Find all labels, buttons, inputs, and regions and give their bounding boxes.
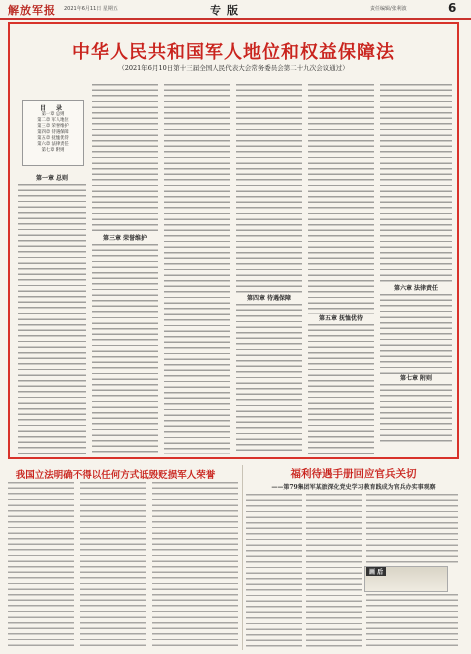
body-text-lines: [18, 184, 86, 454]
bottom-text-column-6: [366, 494, 458, 564]
text-column-3: [164, 84, 230, 454]
toc-item: 第三章 荣誉维护: [37, 124, 69, 129]
body-text-lines: [236, 84, 302, 294]
article-headline: 中华人民共和国军人地位和权益保障法: [72, 42, 395, 63]
text-column-5: [308, 84, 374, 454]
toc-item: 第一章 总则: [41, 112, 65, 117]
body-text-lines: [92, 84, 158, 234]
body-text-lines: [380, 294, 452, 374]
body-text-lines: [246, 494, 302, 648]
page-number: 6: [448, 1, 457, 15]
body-text-lines: [308, 84, 374, 314]
text-column-6: [380, 84, 452, 454]
editor-credit: 责任编辑/张利波: [370, 6, 407, 12]
toc-item: 第七章 附则: [41, 148, 65, 153]
body-text-lines: [152, 482, 238, 648]
bottom-right-headline: 福利待遇手册回应官兵关切: [290, 468, 417, 480]
section-title: 专版: [210, 4, 244, 17]
text-column-2: [92, 84, 158, 454]
column-divider: [242, 465, 243, 650]
bottom-text-column-2: [80, 482, 146, 648]
bottom-text-column-3: [152, 482, 238, 648]
body-text-lines: [308, 324, 374, 454]
bottom-text-column-5: [306, 494, 362, 648]
body-text-lines: [164, 84, 230, 454]
body-text-lines: [366, 594, 458, 648]
body-text-lines: [380, 84, 452, 284]
law-text-frame: [8, 22, 459, 459]
chapter-heading: 第六章 法律责任: [393, 285, 439, 292]
chapter-heading: 第四章 待遇保障: [246, 295, 292, 302]
chapter-heading: 第五章 抚恤优待: [318, 315, 364, 322]
chapter-heading: 第七章 附则: [399, 375, 433, 382]
body-text-lines: [92, 244, 158, 454]
bottom-right-subtitle: ——第79集团军某旅深化党史学习教育践成为官兵办实事观察: [271, 484, 436, 491]
bottom-text-column-7: [366, 594, 458, 648]
toc-title: 目 录: [39, 105, 67, 112]
body-text-lines: [236, 304, 302, 454]
issue-date: 2021年6月11日 星期五: [64, 6, 118, 12]
body-text-lines: [306, 494, 362, 648]
text-column-4: [236, 84, 302, 454]
bottom-text-column-4: [246, 494, 302, 648]
text-column-1: [18, 174, 86, 454]
table-of-contents: [22, 100, 84, 166]
body-text-lines: [80, 482, 146, 648]
chapter-heading: 第三章 荣誉维护: [102, 235, 148, 242]
photo-caption: 画 后: [366, 567, 386, 576]
toc-item: 第二章 军人地位: [37, 118, 69, 123]
bottom-text-column-1: [8, 482, 74, 648]
toc-item: 第六章 法律责任: [37, 142, 69, 147]
body-text-lines: [8, 482, 74, 648]
body-text-lines: [380, 384, 452, 444]
chapter-heading: 第一章 总则: [35, 175, 69, 182]
toc-item: 第四章 待遇保障: [37, 130, 69, 135]
article-subtitle: （2021年6月10日第十三届全国人民代表大会常务委员会第二十九次会议通过）: [118, 64, 349, 72]
newspaper-logo: 解放军报: [8, 4, 56, 17]
bottom-left-headline: 我国立法明确不得以任何方式诋毁贬损军人荣誉: [15, 470, 216, 481]
body-text-lines: [366, 494, 458, 564]
toc-item: 第五章 抚恤优待: [37, 136, 69, 141]
